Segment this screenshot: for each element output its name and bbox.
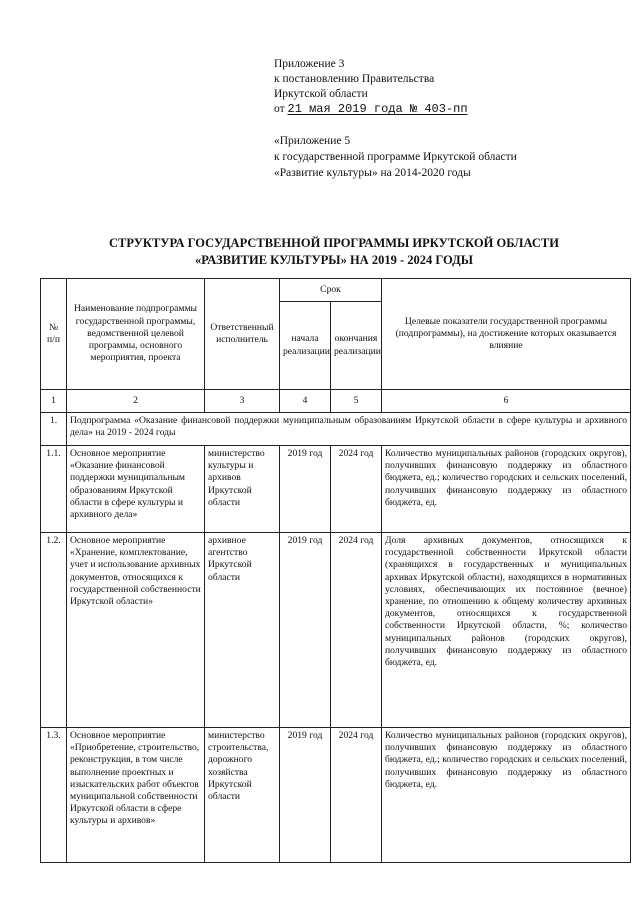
- appendix-line3: Иркутской области: [274, 88, 368, 100]
- appendix-subheader: [274, 133, 517, 181]
- date-prefix: от: [274, 103, 285, 115]
- column-number: 4: [280, 390, 331, 413]
- row-name: Основное мероприятие «Хранение, комплектование, учет и использование архивных документов, относящихся к государственной собственности Иркутской области»: [67, 533, 205, 728]
- subheader-line2: к государственной программе Иркутской области: [274, 151, 517, 163]
- header-num: № п/п: [41, 279, 67, 390]
- column-number-row: [41, 390, 631, 413]
- header-term: Срок: [280, 279, 382, 302]
- document-title: [40, 235, 628, 269]
- column-number: 6: [382, 390, 631, 413]
- table-row: [41, 728, 631, 863]
- column-number: 3: [205, 390, 280, 413]
- appendix-header: [274, 57, 468, 117]
- row-executor: министерство культуры и архивов Иркутской области: [205, 446, 280, 533]
- row-executor: архивное агентство Иркутской области: [205, 533, 280, 728]
- section-title: Подпрограмма «Оказание финансовой поддержки муниципальным образованиям Иркутской области в сфере культуры и архивного дела» на 2019 - 2024 годы: [67, 413, 631, 446]
- row-indicators: Количество муниципальных районов (городских округов), получивших финансовую поддержку из областного бюджета, ед.; количество городских и сельских поселений, получивших финансовую поддержку из областного бюджета, ед.: [382, 728, 631, 863]
- table-row: [41, 533, 631, 728]
- row-name: Основное мероприятие «Приобретение, строительство, реконструкция, в том числе выполнение проектных и изыскательских работ объектов муниципальной собственности Иркутской области в сфере культуры и архивов»: [67, 728, 205, 863]
- row-start: 2019 год: [280, 533, 331, 728]
- column-number: 5: [331, 390, 382, 413]
- header-end: окончания реализации: [331, 302, 382, 390]
- subheader-line3: «Развитие культуры» на 2014-2020 годы: [274, 167, 471, 179]
- row-start: 2019 год: [280, 446, 331, 533]
- row-num: 1.2.: [41, 533, 67, 728]
- appendix-line1: Приложение 3: [274, 58, 345, 70]
- appendix-line2: к постановлению Правительства: [274, 73, 435, 85]
- header-start: начала реализации: [280, 302, 331, 390]
- header-indicators: Целевые показатели государственной программы (подпрограммы), на достижение которых оказывается влияние: [382, 279, 631, 390]
- table-row: [41, 446, 631, 533]
- program-structure-table: [40, 278, 631, 863]
- date-value: 21 мая 2019 года № 403-пп: [287, 102, 468, 116]
- row-name: Основное мероприятие «Оказание финансовой поддержки муниципальным образованиям Иркутской области в сфере культуры и архивного дела»: [67, 446, 205, 533]
- column-number: 1: [41, 390, 67, 413]
- section-num: 1.: [41, 413, 67, 446]
- row-indicators: Доля архивных документов, относящихся к государственной собственности Иркутской области (хранящихся в государственных и муниципальных архивах Иркутской области), находящихся в нормативных условиях, обеспечивающих их постоянное (вечное) хранение, по отношению к общему количеству архивных документов, относящихся к государственной собственности Иркутской области, %; количество муниципальных районов (городских округов), получивших финансовую поддержку из областного бюджета, ед.: [382, 533, 631, 728]
- header-row: [41, 279, 631, 302]
- row-end: 2024 год: [331, 533, 382, 728]
- subheader-line1: «Приложение 5: [274, 135, 351, 147]
- title-line2: «РАЗВИТИЕ КУЛЬТУРЫ» НА 2019 - 2024 ГОДЫ: [195, 253, 473, 267]
- row-executor: министерство строительства, дорожного хозяйства Иркутской области: [205, 728, 280, 863]
- column-number: 2: [67, 390, 205, 413]
- header-name: Наименование подпрограммы государственной программы, ведомственной целевой программы, основного мероприятия, проекта: [67, 279, 205, 390]
- row-num: 1.3.: [41, 728, 67, 863]
- header-executor: Ответственный исполнитель: [205, 279, 280, 390]
- row-end: 2024 год: [331, 446, 382, 533]
- row-num: 1.1.: [41, 446, 67, 533]
- row-start: 2019 год: [280, 728, 331, 863]
- title-line1: СТРУКТУРА ГОСУДАРСТВЕННОЙ ПРОГРАММЫ ИРКУТСКОЙ ОБЛАСТИ: [109, 236, 559, 250]
- row-end: 2024 год: [331, 728, 382, 863]
- appendix-date-line: [274, 102, 468, 117]
- row-indicators: Количество муниципальных районов (городских округов), получивших финансовую поддержку из областного бюджета, ед.; количество городских и сельских поселений, получивших финансовую поддержку из областного бюджета, ед.: [382, 446, 631, 533]
- section-row: [41, 413, 631, 446]
